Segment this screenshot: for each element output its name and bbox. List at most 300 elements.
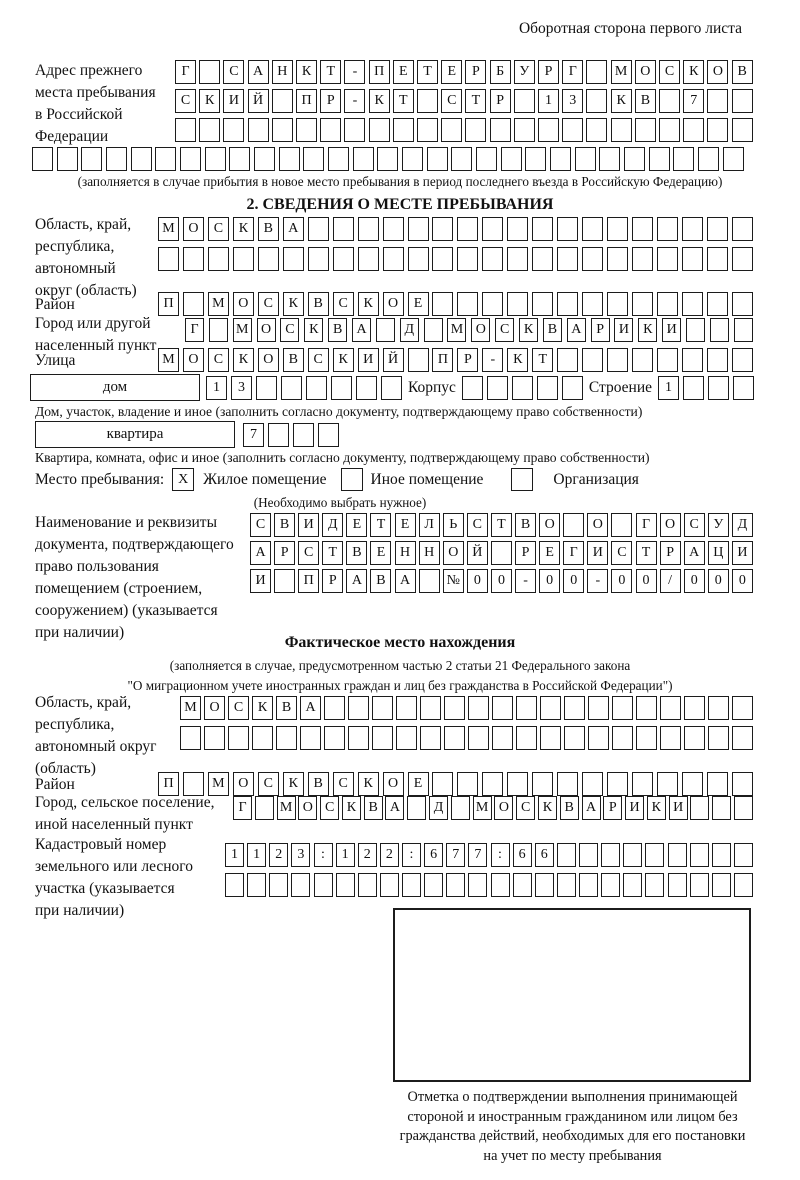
char-cell[interactable]: Т [491,513,512,537]
char-cell[interactable]: Р [660,541,681,565]
char-cell[interactable] [272,89,293,113]
char-cell[interactable] [607,772,628,796]
char-cell[interactable] [507,292,528,316]
fact-oblast-row-2[interactable] [180,726,753,750]
kvartira-box[interactable]: квартира [35,421,235,448]
char-cell[interactable] [564,696,585,720]
char-cell[interactable]: 3 [291,843,310,867]
char-cell[interactable] [175,118,196,142]
char-cell[interactable]: М [180,696,201,720]
char-cell[interactable] [417,118,438,142]
char-cell[interactable] [228,726,249,750]
char-cell[interactable] [623,873,642,897]
char-cell[interactable]: С [333,772,354,796]
char-cell[interactable] [712,843,731,867]
char-cell[interactable]: Г [563,541,584,565]
char-cell[interactable] [501,147,522,171]
char-cell[interactable] [632,247,653,271]
char-cell[interactable] [306,376,327,400]
char-cell[interactable]: О [383,772,404,796]
char-cell[interactable]: 2 [269,843,288,867]
char-cell[interactable]: И [732,541,753,565]
char-cell[interactable]: Л [419,513,440,537]
char-cell[interactable] [457,292,478,316]
char-cell[interactable] [314,873,333,897]
char-cell[interactable]: А [300,696,321,720]
char-cell[interactable] [557,348,578,372]
char-cell[interactable]: К [283,292,304,316]
char-cell[interactable]: А [352,318,371,342]
char-cell[interactable] [336,873,355,897]
char-cell[interactable]: Н [272,60,293,84]
dom-box[interactable]: дом [30,374,200,401]
char-cell[interactable] [582,772,603,796]
char-cell[interactable]: / [660,569,681,593]
char-cell[interactable] [199,118,220,142]
char-cell[interactable]: С [659,60,680,84]
char-cell[interactable]: О [494,796,513,820]
char-cell[interactable]: В [635,89,656,113]
char-cell[interactable]: И [614,318,633,342]
char-cell[interactable]: К [507,348,528,372]
char-cell[interactable] [81,147,102,171]
char-cell[interactable]: Р [457,348,478,372]
char-cell[interactable]: Б [490,60,511,84]
char-cell[interactable]: М [233,318,252,342]
char-cell[interactable] [659,118,680,142]
char-cell[interactable]: - [587,569,608,593]
char-cell[interactable] [645,873,664,897]
char-cell[interactable] [686,318,705,342]
char-cell[interactable]: 7 [243,423,264,447]
char-cell[interactable]: Р [591,318,610,342]
char-cell[interactable] [607,348,628,372]
char-cell[interactable] [516,726,537,750]
char-cell[interactable] [432,292,453,316]
char-cell[interactable] [732,726,753,750]
char-cell[interactable]: 0 [491,569,512,593]
char-cell[interactable]: С [308,348,329,372]
char-cell[interactable]: 6 [424,843,443,867]
document-row-2[interactable] [250,541,753,565]
char-cell[interactable]: У [708,513,729,537]
char-cell[interactable] [457,247,478,271]
char-cell[interactable] [256,376,277,400]
korpus-cells[interactable] [462,376,583,400]
char-cell[interactable]: М [158,348,179,372]
char-cell[interactable]: С [175,89,196,113]
char-cell[interactable] [540,726,561,750]
fact-gorod-row[interactable] [233,796,753,820]
char-cell[interactable]: 6 [535,843,554,867]
checkbox-zhiloe[interactable]: X [172,468,194,491]
char-cell[interactable] [660,696,681,720]
char-cell[interactable]: У [514,60,535,84]
char-cell[interactable] [491,541,512,565]
char-cell[interactable] [272,118,293,142]
char-cell[interactable] [649,147,670,171]
char-cell[interactable]: Т [465,89,486,113]
char-cell[interactable] [468,726,489,750]
char-cell[interactable] [707,118,728,142]
char-cell[interactable]: Р [465,60,486,84]
char-cell[interactable] [451,147,472,171]
char-cell[interactable] [564,726,585,750]
char-cell[interactable]: 0 [732,569,753,593]
char-cell[interactable]: 1 [247,843,266,867]
char-cell[interactable] [383,217,404,241]
char-cell[interactable] [684,726,705,750]
char-cell[interactable]: И [625,796,644,820]
char-cell[interactable]: Т [322,541,343,565]
char-cell[interactable] [158,247,179,271]
char-cell[interactable] [607,217,628,241]
char-cell[interactable] [208,247,229,271]
char-cell[interactable] [180,147,201,171]
char-cell[interactable] [607,247,628,271]
char-cell[interactable] [562,118,583,142]
char-cell[interactable]: Н [395,541,416,565]
char-cell[interactable]: А [250,541,271,565]
char-cell[interactable]: 0 [684,569,705,593]
char-cell[interactable]: С [516,796,535,820]
char-cell[interactable]: Д [732,513,753,537]
char-cell[interactable] [550,147,571,171]
char-cell[interactable] [247,873,266,897]
char-cell[interactable] [408,247,429,271]
char-cell[interactable]: : [402,843,421,867]
char-cell[interactable] [607,292,628,316]
char-cell[interactable] [279,147,300,171]
char-cell[interactable]: Е [370,541,391,565]
oblast-row-2[interactable] [158,247,753,271]
char-cell[interactable] [380,873,399,897]
char-cell[interactable] [441,118,462,142]
char-cell[interactable] [432,217,453,241]
char-cell[interactable] [372,696,393,720]
char-cell[interactable]: И [223,89,244,113]
char-cell[interactable]: К [519,318,538,342]
fact-oblast-row-1[interactable] [180,696,753,720]
char-cell[interactable] [225,873,244,897]
char-cell[interactable]: П [296,89,317,113]
char-cell[interactable] [269,873,288,897]
char-cell[interactable] [624,147,645,171]
char-cell[interactable]: С [298,541,319,565]
char-cell[interactable]: С [258,292,279,316]
char-cell[interactable] [254,147,275,171]
char-cell[interactable] [707,89,728,113]
char-cell[interactable]: А [346,569,367,593]
char-cell[interactable] [632,292,653,316]
char-cell[interactable]: М [208,292,229,316]
char-cell[interactable]: С [208,217,229,241]
char-cell[interactable]: В [276,696,297,720]
char-cell[interactable] [408,348,429,372]
char-cell[interactable]: В [308,292,329,316]
char-cell[interactable]: К [283,772,304,796]
char-cell[interactable] [557,772,578,796]
char-cell[interactable] [732,247,753,271]
char-cell[interactable] [532,772,553,796]
char-cell[interactable] [734,796,753,820]
char-cell[interactable] [308,247,329,271]
char-cell[interactable]: С [333,292,354,316]
char-cell[interactable]: Г [636,513,657,537]
char-cell[interactable] [657,292,678,316]
char-cell[interactable] [324,726,345,750]
char-cell[interactable]: С [684,513,705,537]
char-cell[interactable] [487,376,508,400]
document-row-1[interactable] [250,513,753,537]
char-cell[interactable] [673,147,694,171]
char-cell[interactable] [131,147,152,171]
char-cell[interactable]: В [308,772,329,796]
char-cell[interactable]: В [328,318,347,342]
char-cell[interactable]: 7 [683,89,704,113]
char-cell[interactable] [734,318,753,342]
char-cell[interactable]: В [370,569,391,593]
kadastr-row-1[interactable] [225,843,753,867]
char-cell[interactable] [557,843,576,867]
char-cell[interactable] [599,147,620,171]
char-cell[interactable]: В [274,513,295,537]
char-cell[interactable] [712,796,731,820]
char-cell[interactable] [612,726,633,750]
char-cell[interactable]: И [587,541,608,565]
char-cell[interactable]: С [208,348,229,372]
char-cell[interactable]: П [158,292,179,316]
char-cell[interactable]: С [258,772,279,796]
char-cell[interactable]: К [358,292,379,316]
char-cell[interactable] [682,348,703,372]
char-cell[interactable]: 0 [611,569,632,593]
char-cell[interactable] [532,247,553,271]
char-cell[interactable]: С [611,541,632,565]
char-cell[interactable]: Р [490,89,511,113]
char-cell[interactable] [324,696,345,720]
char-cell[interactable] [358,217,379,241]
char-cell[interactable] [381,376,402,400]
char-cell[interactable] [684,696,705,720]
char-cell[interactable] [563,513,584,537]
char-cell[interactable]: Е [393,60,414,84]
char-cell[interactable]: С [441,89,462,113]
char-cell[interactable]: Д [429,796,448,820]
char-cell[interactable] [407,796,426,820]
char-cell[interactable]: - [482,348,503,372]
char-cell[interactable]: Г [175,60,196,84]
char-cell[interactable] [682,772,703,796]
char-cell[interactable] [229,147,250,171]
char-cell[interactable] [468,696,489,720]
char-cell[interactable] [707,247,728,271]
char-cell[interactable] [331,376,352,400]
char-cell[interactable]: Т [636,541,657,565]
char-cell[interactable] [690,843,709,867]
char-cell[interactable] [155,147,176,171]
char-cell[interactable] [348,726,369,750]
char-cell[interactable]: К [233,348,254,372]
char-cell[interactable]: 6 [513,843,532,867]
char-cell[interactable]: Т [417,60,438,84]
char-cell[interactable]: О [233,292,254,316]
char-cell[interactable]: К [296,60,317,84]
char-cell[interactable]: О [443,541,464,565]
char-cell[interactable] [333,217,354,241]
char-cell[interactable] [183,247,204,271]
char-cell[interactable] [733,376,754,400]
char-cell[interactable] [451,796,470,820]
char-cell[interactable]: О [635,60,656,84]
char-cell[interactable] [32,147,53,171]
char-cell[interactable] [353,147,374,171]
char-cell[interactable]: К [199,89,220,113]
char-cell[interactable]: К [369,89,390,113]
char-cell[interactable] [328,147,349,171]
char-cell[interactable] [402,147,423,171]
char-cell[interactable] [732,772,753,796]
char-cell[interactable] [291,873,310,897]
char-cell[interactable]: П [369,60,390,84]
char-cell[interactable] [601,843,620,867]
char-cell[interactable] [268,423,289,447]
char-cell[interactable] [540,696,561,720]
char-cell[interactable]: А [567,318,586,342]
char-cell[interactable]: К [358,772,379,796]
checkbox-organizatsiya[interactable] [511,468,533,491]
char-cell[interactable]: А [248,60,269,84]
char-cell[interactable] [682,247,703,271]
char-cell[interactable] [281,376,302,400]
char-cell[interactable] [682,292,703,316]
char-cell[interactable] [223,118,244,142]
char-cell[interactable]: Й [248,89,269,113]
char-cell[interactable]: А [283,217,304,241]
char-cell[interactable]: Й [383,348,404,372]
char-cell[interactable]: О [233,772,254,796]
char-cell[interactable]: К [333,348,354,372]
char-cell[interactable] [180,726,201,750]
char-cell[interactable] [601,873,620,897]
char-cell[interactable] [482,217,503,241]
char-cell[interactable]: Р [274,541,295,565]
char-cell[interactable] [732,696,753,720]
char-cell[interactable] [723,147,744,171]
char-cell[interactable]: П [158,772,179,796]
char-cell[interactable]: Р [515,541,536,565]
char-cell[interactable] [293,423,314,447]
char-cell[interactable]: К [342,796,361,820]
ulitsa-row[interactable] [158,348,753,372]
char-cell[interactable] [690,796,709,820]
char-cell[interactable]: 7 [468,843,487,867]
char-cell[interactable]: Г [185,318,204,342]
char-cell[interactable]: 1 [225,843,244,867]
prev-address-row-1[interactable] [175,60,753,84]
char-cell[interactable]: К [233,217,254,241]
char-cell[interactable] [490,118,511,142]
char-cell[interactable]: 1 [206,376,227,400]
char-cell[interactable] [462,376,483,400]
char-cell[interactable] [690,873,709,897]
char-cell[interactable] [632,772,653,796]
char-cell[interactable]: К [638,318,657,342]
char-cell[interactable] [683,376,704,400]
char-cell[interactable] [420,726,441,750]
char-cell[interactable]: Т [370,513,391,537]
char-cell[interactable] [376,318,395,342]
char-cell[interactable] [557,873,576,897]
char-cell[interactable]: 0 [563,569,584,593]
char-cell[interactable] [632,348,653,372]
char-cell[interactable] [659,89,680,113]
char-cell[interactable] [444,726,465,750]
char-cell[interactable] [248,118,269,142]
char-cell[interactable]: Е [441,60,462,84]
char-cell[interactable] [708,726,729,750]
char-cell[interactable] [582,217,603,241]
char-cell[interactable]: 0 [636,569,657,593]
char-cell[interactable] [683,118,704,142]
char-cell[interactable] [274,569,295,593]
char-cell[interactable] [645,843,664,867]
char-cell[interactable] [732,89,753,113]
char-cell[interactable] [252,726,273,750]
char-cell[interactable] [535,873,554,897]
char-cell[interactable] [660,726,681,750]
char-cell[interactable] [255,796,274,820]
char-cell[interactable] [369,118,390,142]
char-cell[interactable] [333,247,354,271]
char-cell[interactable]: С [250,513,271,537]
char-cell[interactable] [420,696,441,720]
char-cell[interactable] [358,873,377,897]
char-cell[interactable] [657,217,678,241]
char-cell[interactable] [482,247,503,271]
char-cell[interactable] [507,247,528,271]
char-cell[interactable] [482,772,503,796]
char-cell[interactable]: Г [233,796,252,820]
char-cell[interactable] [635,118,656,142]
char-cell[interactable] [668,873,687,897]
char-cell[interactable] [557,292,578,316]
char-cell[interactable]: : [314,843,333,867]
char-cell[interactable]: В [258,217,279,241]
char-cell[interactable] [205,147,226,171]
char-cell[interactable] [734,843,753,867]
char-cell[interactable]: О [707,60,728,84]
char-cell[interactable] [516,696,537,720]
char-cell[interactable]: 0 [539,569,560,593]
char-cell[interactable]: Е [346,513,367,537]
document-row-3[interactable] [250,569,753,593]
char-cell[interactable]: 0 [467,569,488,593]
char-cell[interactable]: Р [603,796,622,820]
char-cell[interactable]: К [647,796,666,820]
char-cell[interactable]: С [223,60,244,84]
char-cell[interactable] [588,696,609,720]
char-cell[interactable] [446,873,465,897]
char-cell[interactable]: И [358,348,379,372]
char-cell[interactable]: 0 [708,569,729,593]
char-cell[interactable]: Ь [443,513,464,537]
char-cell[interactable] [514,89,535,113]
char-cell[interactable] [396,696,417,720]
char-cell[interactable]: О [539,513,560,537]
char-cell[interactable]: В [543,318,562,342]
char-cell[interactable]: И [669,796,688,820]
